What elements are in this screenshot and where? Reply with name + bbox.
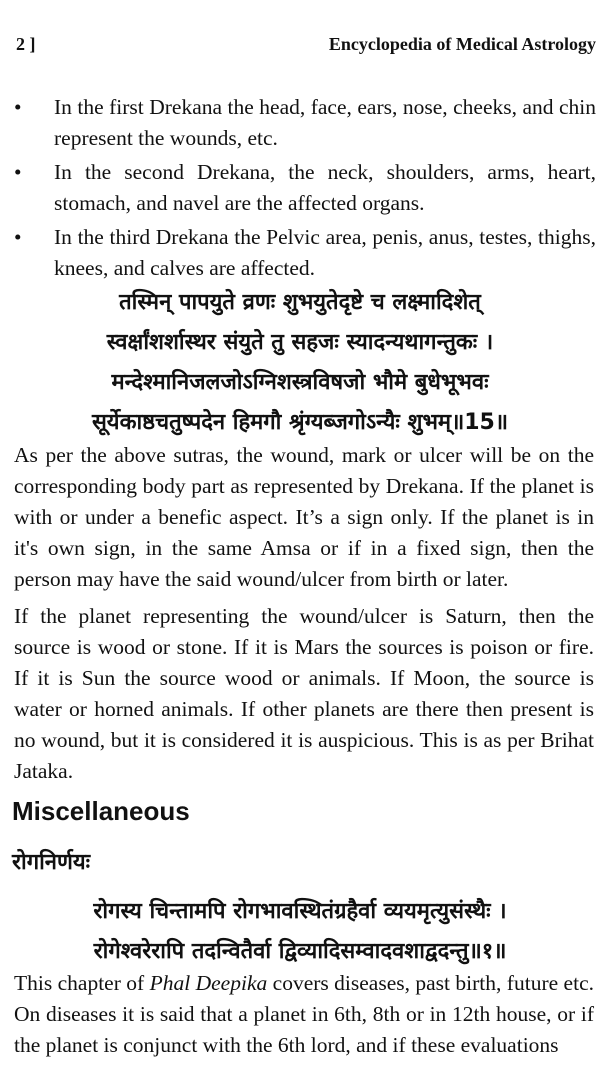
paragraph-wound-source: If the planet representing the wound/ulcer is Saturn, then the source is wood or stone. If it is Mars the sources is poison or fire. If it is Sun the source wood or animals. If Moon, the source is water or horned animals. If other planets are there then present is no wound, but it is considered it is auspicious. This is as per Brihat Jataka. xyxy=(14,604,594,783)
paragraph-phal-deepika xyxy=(14,968,594,1061)
section-title: Miscellaneous xyxy=(12,796,190,826)
list-item-text: In the first Drekana the head, face, ears, nose, cheeks, and chin represent the wounds, etc. xyxy=(54,95,596,150)
list-item xyxy=(14,157,596,219)
verse-line: स्वर्क्षांशर्शास्थर संयुते तु सहजः स्यादन्यथागन्तुकः । xyxy=(106,330,494,355)
verse-line: रोगस्य चिन्तामपि रोगभावस्थितंग्रहैर्वा व्ययमृत्युसंस्थैः । xyxy=(93,899,507,924)
bullet-icon: • xyxy=(14,95,22,119)
bullet-icon: • xyxy=(14,160,22,184)
text-run: This chapter of xyxy=(14,971,150,995)
list-item xyxy=(14,92,596,154)
verse-line: तस्मिन् पापयुते व्रणः शुभयुतेदृष्टे च लक्ष्मादिशेत् xyxy=(119,290,481,315)
bullet-icon: • xyxy=(14,225,22,249)
list-item-text: In the second Drekana, the neck, shoulders, arms, heart, stomach, and navel are the affected organs. xyxy=(54,160,596,215)
page-number: 2 ] xyxy=(16,34,36,54)
verse-line: रोगेश्वरेरापि तदन्वितैर्वा द्विव्यादिसम्वादवशाद्वदन्तु॥१॥ xyxy=(93,939,507,964)
book-name: Phal Deepika xyxy=(149,971,268,995)
sanskrit-verse-15 xyxy=(0,283,600,443)
text-run: covers diseases, past birth, future etc. On diseases it is said that a planet in 6th, 8th or in 12th house, or if the planet is conjunct with the 6th lord, and if these evaluations xyxy=(14,971,594,1057)
verse-line: मन्देश्मानिजलजोऽग्निशस्त्रविषजो भौमे बुधेभूभवः xyxy=(111,370,489,395)
drekana-list xyxy=(14,92,596,287)
sanskrit-subheading: रोगनिर्णयः xyxy=(12,850,91,875)
sanskrit-verse-1 xyxy=(0,892,600,972)
list-item-text: In the third Drekana the Pelvic area, penis, anus, testes, thighs, knees, and calves are affected. xyxy=(54,225,596,280)
verse-line: सूर्येकाष्ठचतुष्पदेन हिमगौ श्रृंग्यब्जगोऽन्यैः शुभम्॥15॥ xyxy=(91,410,509,435)
list-item xyxy=(14,222,596,284)
page-header xyxy=(16,34,596,55)
paragraph-sutra-explanation: As per the above sutras, the wound, mark or ulcer will be on the corresponding body part as represented by Drekana. If the planet is with or under a benefic aspect. It’s a sign only. If the planet is in it's own sign, in the same Amsa or if in a fixed sign, then the person may have the said wound/ulcer from birth or later. xyxy=(14,443,594,591)
book-title: Encyclopedia of Medical Astrology xyxy=(328,34,596,54)
